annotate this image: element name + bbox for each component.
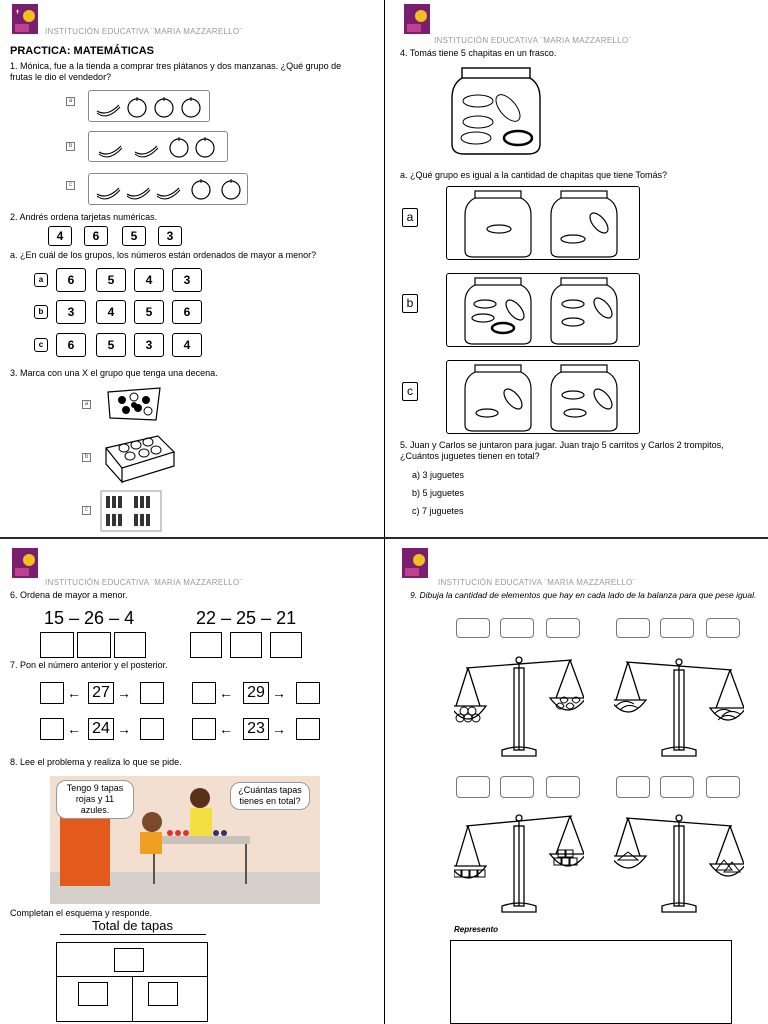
institution-name: INSTITUCIÓN EDUCATIVA ¨MARIA MAZZARELLO¨ (434, 36, 632, 45)
balance-scale-4 (614, 804, 744, 925)
answer-box[interactable] (616, 618, 650, 638)
after-box[interactable] (296, 718, 320, 740)
answer-box[interactable] (660, 618, 694, 638)
fruit-group-c[interactable] (88, 173, 248, 205)
answer-box[interactable] (456, 618, 490, 638)
answer-box[interactable] (500, 618, 534, 638)
group-c-card: 3 (134, 333, 164, 357)
number-card: 6 (84, 226, 108, 246)
page-3 (0, 512, 384, 1024)
balance-scale-1 (454, 648, 584, 769)
group-b-card: 6 (172, 300, 202, 324)
option-tag-b[interactable]: b (82, 453, 91, 462)
school-logo-icon (402, 548, 430, 582)
problem-illustration (50, 776, 320, 904)
fruit-group-c-drawing (89, 174, 249, 206)
group-a-card: 5 (96, 268, 126, 292)
option-tag-b[interactable]: b (66, 142, 75, 151)
sequence-2: 22 – 25 – 21 (196, 608, 297, 628)
group-a-card: 6 (56, 268, 86, 292)
ball-bag-drawing (104, 384, 164, 424)
svg-text:✝: ✝ (15, 9, 21, 16)
arrow-left-icon: ← (67, 721, 81, 737)
answer-box[interactable] (114, 632, 146, 658)
after-box[interactable] (140, 718, 164, 740)
jar-group-c[interactable] (446, 360, 640, 434)
scheme-title: Total de tapas (92, 918, 173, 933)
arrow-right-icon: → (272, 721, 286, 737)
balance-scale-drawing (454, 804, 584, 920)
group-b-card: 3 (56, 300, 86, 324)
answer-box[interactable] (546, 618, 580, 638)
before-box[interactable] (40, 682, 64, 704)
after-box[interactable] (140, 682, 164, 704)
option-tag-a[interactable]: a (82, 400, 91, 409)
answer-b[interactable]: b) 5 juguetes (412, 488, 465, 498)
before-box[interactable] (192, 718, 216, 740)
answer-box[interactable] (270, 632, 302, 658)
question-4a: a. ¿Qué grupo es igual a la cantidad de chapitas que tiene Tomás? (400, 170, 668, 180)
part-box[interactable] (148, 982, 178, 1006)
question-5: 5. Juan y Carlos se juntaron para jugar. Juan trajo 5 carritos y Carlos 2 trompitos, ¿Cuántos juguetes tienen en total? (400, 440, 724, 461)
answer-box[interactable] (660, 776, 694, 798)
scheme-brace (60, 934, 206, 936)
number-box: 29 (243, 682, 269, 704)
page-1 (0, 0, 384, 512)
group-c-card: 5 (96, 333, 126, 357)
represent-drawing-area[interactable] (450, 940, 732, 1024)
jar-drawing (448, 66, 546, 156)
question-9: 9. Dibuja la cantidad de elementos que hay en cada lado de la balanza para que pese igual. (410, 590, 757, 600)
school-logo-icon (12, 548, 40, 582)
answer-box[interactable] (190, 632, 222, 658)
answer-box[interactable] (706, 776, 740, 798)
answer-box[interactable] (230, 632, 262, 658)
group-c-card: 6 (56, 333, 86, 357)
after-box[interactable] (296, 682, 320, 704)
arrow-right-icon: → (117, 721, 131, 737)
fruit-group-a[interactable] (88, 90, 210, 122)
total-box[interactable] (114, 948, 144, 972)
question-1: 1. Mónica, fue a la tienda a comprar tres plátanos y dos manzanas. ¿Qué grupo de frutas le dio el vendedor? (10, 61, 342, 82)
before-box[interactable] (192, 682, 216, 704)
group-b-card: 5 (134, 300, 164, 324)
answer-a[interactable]: a) 3 juguetes (412, 470, 465, 480)
speech-bubble-1: Tengo 9 tapas rojas y 11 azules. (56, 780, 134, 819)
group-a-card: 4 (134, 268, 164, 292)
page-4 (384, 512, 768, 1024)
jar-group-c-drawing (447, 361, 641, 435)
group-a-card: 3 (172, 268, 202, 292)
institution-name: INSTITUCIÓN EDUCATIVA ¨MARIA MAZZARELLO¨ (438, 578, 636, 587)
answer-box[interactable] (456, 776, 490, 798)
question-2a: a. ¿En cuál de los grupos, los números están ordenados de mayor a menor? (10, 250, 317, 260)
group-tag-b[interactable]: b (34, 305, 48, 319)
answer-c[interactable]: c) 7 juguetes (412, 506, 464, 516)
balance-scale-drawing (454, 648, 584, 764)
fruit-group-b[interactable] (88, 131, 228, 162)
page-title: PRACTICA: MATEMÁTICAS (10, 45, 155, 57)
option-tag-c[interactable]: c (402, 382, 418, 401)
balance-scale-2 (614, 648, 744, 769)
question-3: 3. Marca con una X el grupo que tenga una decena. (10, 368, 218, 378)
answer-box[interactable] (546, 776, 580, 798)
fruit-group-b-drawing (89, 132, 229, 163)
jar-group-b-drawing (447, 274, 641, 348)
sequence-1: 15 – 26 – 4 (44, 608, 135, 628)
scheme-divider (132, 976, 133, 1022)
option-tag-a[interactable]: a (66, 97, 75, 106)
number-card: 4 (48, 226, 72, 246)
ball-bag-image[interactable] (104, 384, 164, 429)
part-box[interactable] (78, 982, 108, 1006)
question-7: 7. Pon el número anterior y el posterior. (10, 660, 168, 670)
jar-group-a[interactable] (446, 186, 640, 260)
school-logo-icon (12, 4, 40, 38)
number-card: 3 (158, 226, 182, 246)
jar-group-b[interactable] (446, 273, 640, 347)
group-c-card: 4 (172, 333, 202, 357)
group-b-card: 4 (96, 300, 126, 324)
answer-box[interactable] (77, 632, 111, 658)
question-6: 6. Ordena de mayor a menor. (10, 590, 128, 600)
answer-box[interactable] (40, 632, 74, 658)
option-tag-c[interactable]: c (82, 506, 91, 515)
group-tag-c[interactable]: c (34, 338, 48, 352)
number-card: 5 (122, 226, 146, 246)
option-tag-a[interactable]: a (402, 208, 418, 227)
arrow-left-icon: ← (219, 721, 233, 737)
complete-instruction: Completan el esquema y responde. (10, 908, 153, 918)
arrow-right-icon: → (272, 685, 286, 701)
institution-name: INSTITUCIÓN EDUCATIVA ¨MARIA MAZZARELLO¨ (45, 27, 243, 36)
egg-carton-image[interactable] (100, 428, 180, 489)
arrow-right-icon: → (117, 685, 131, 701)
institution-name: INSTITUCIÓN EDUCATIVA ¨MARIA MAZZARELLO¨ (45, 578, 243, 587)
represent-label: Represento (454, 925, 499, 934)
speech-bubble-2: ¿Cuántas tapas tienes en total? (230, 782, 310, 810)
option-tag-b[interactable]: b (402, 294, 418, 313)
jar-group-a-drawing (447, 187, 641, 261)
arrow-left-icon: ← (67, 685, 81, 701)
question-8: 8. Lee el problema y realiza lo que se pide. (10, 757, 182, 767)
question-2: 2. Andrés ordena tarjetas numéricas. (10, 212, 158, 222)
question-4: 4. Tomás tiene 5 chapitas en un frasco. (400, 48, 557, 58)
balance-scale-drawing (614, 804, 744, 920)
school-logo-icon (404, 4, 432, 38)
number-box: 27 (88, 682, 114, 704)
arrow-left-icon: ← (219, 685, 233, 701)
number-box: 24 (88, 718, 114, 740)
option-tag-c[interactable]: c (66, 181, 75, 190)
answer-box[interactable] (706, 618, 740, 638)
egg-carton-drawing (100, 428, 180, 484)
jar-image (448, 66, 546, 161)
answer-box[interactable] (616, 776, 650, 798)
group-tag-a[interactable]: a (34, 273, 48, 287)
fruit-group-a-drawing (89, 91, 211, 123)
answer-box[interactable] (500, 776, 534, 798)
balance-scale-drawing (614, 648, 744, 764)
number-box: 23 (243, 718, 269, 740)
page-2 (384, 0, 768, 516)
balance-scale-3 (454, 804, 584, 925)
before-box[interactable] (40, 718, 64, 740)
